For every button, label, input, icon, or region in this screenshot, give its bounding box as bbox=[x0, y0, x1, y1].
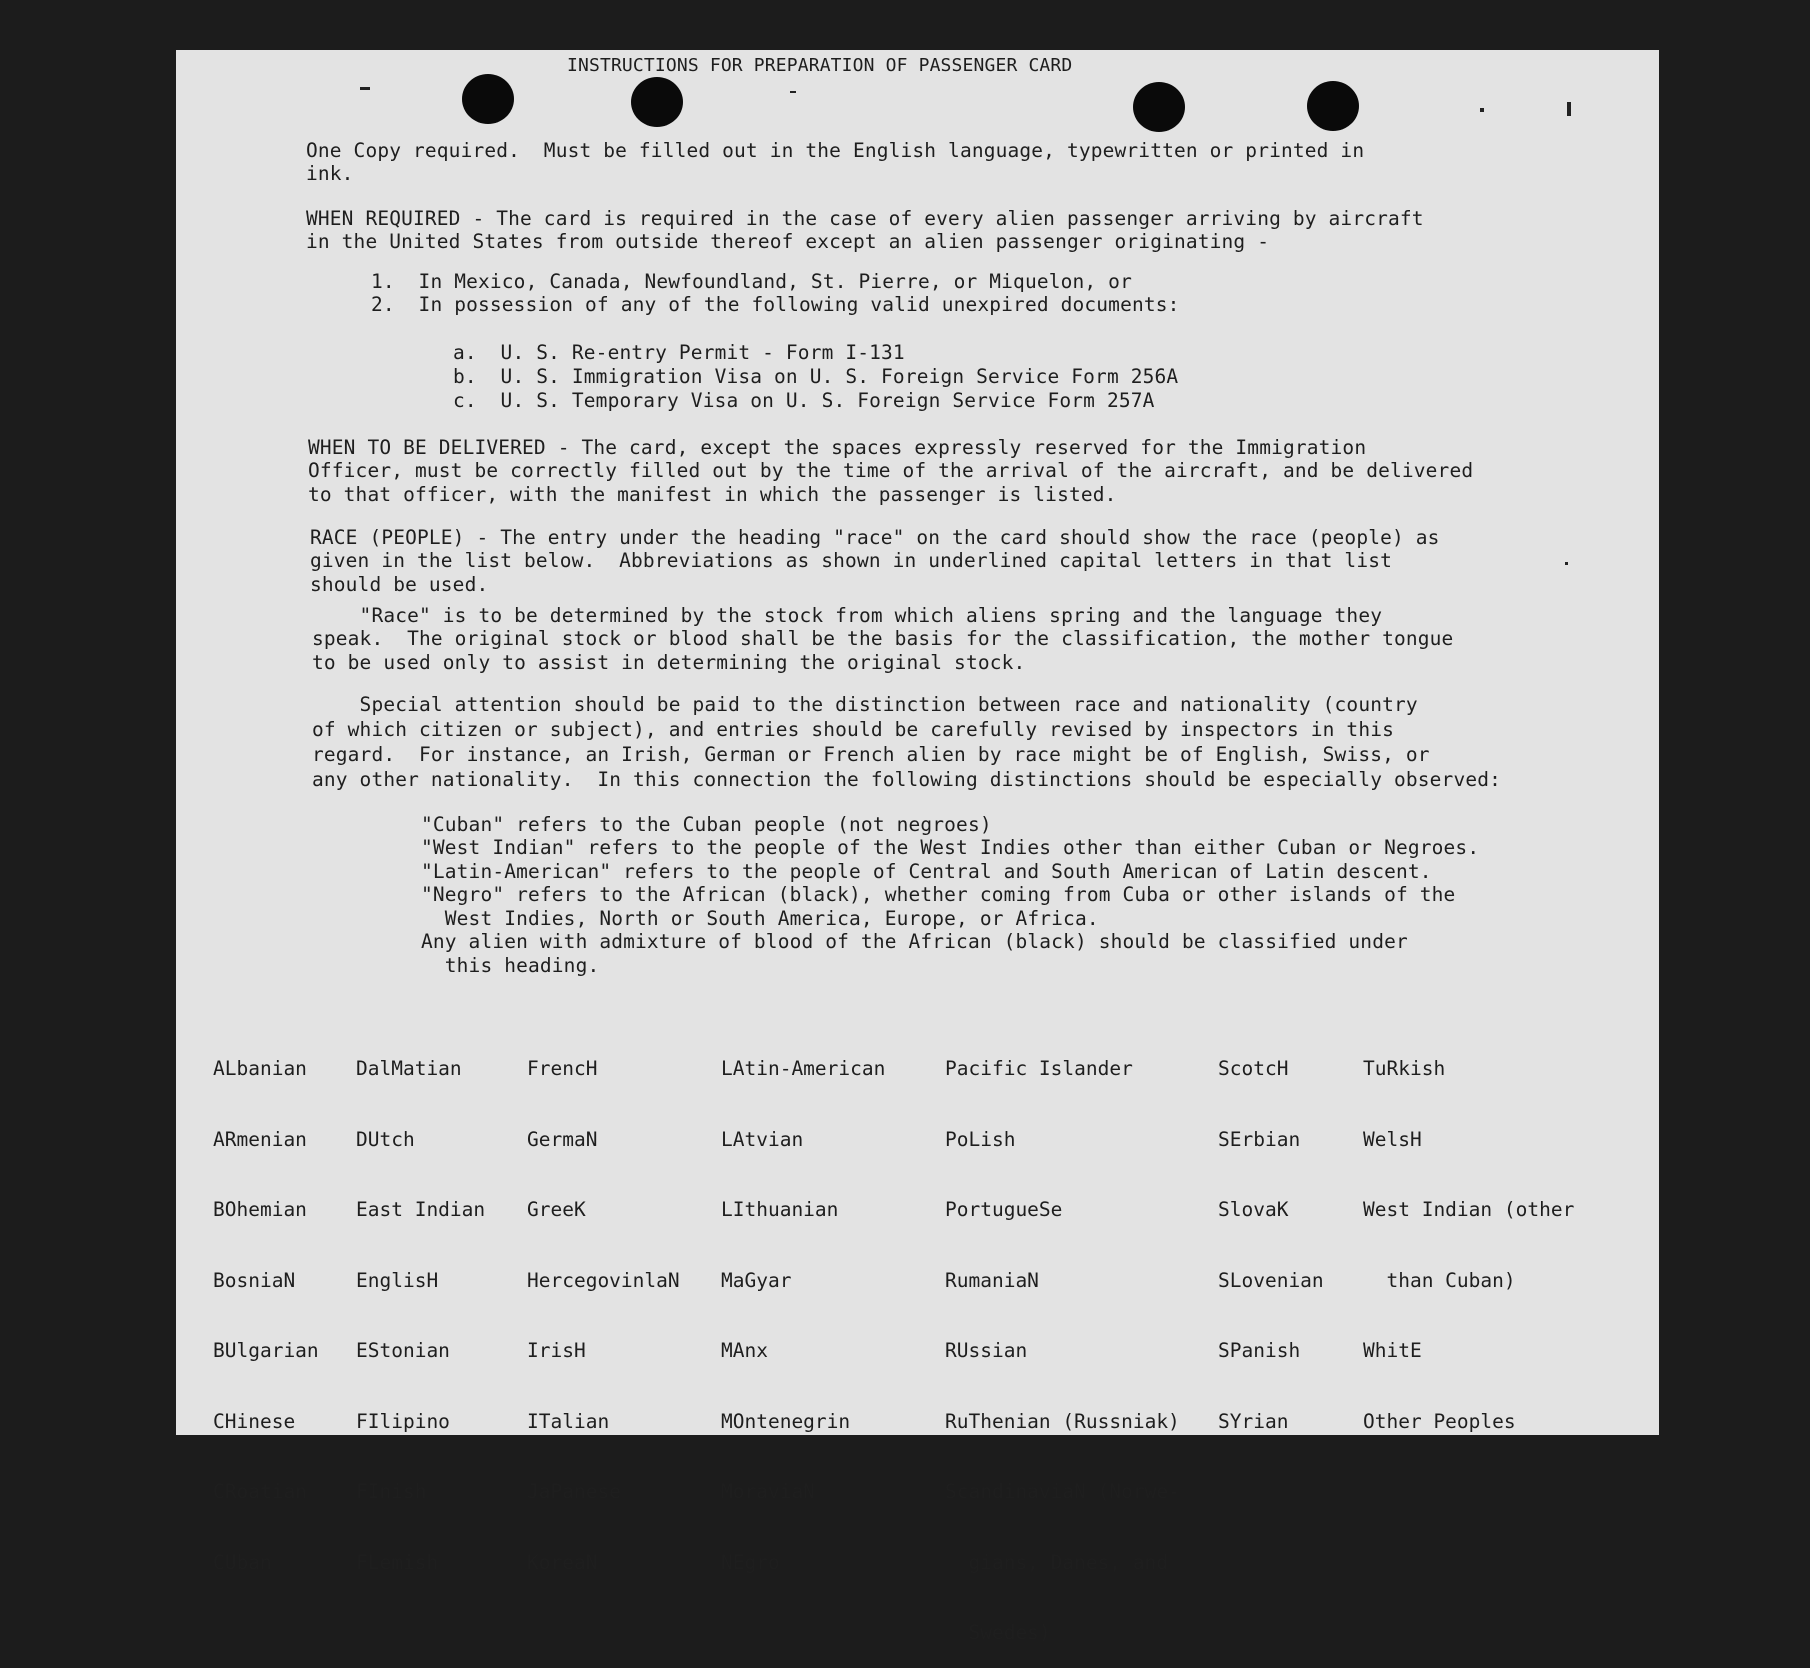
race-entry: JaPanese bbox=[527, 1480, 621, 1503]
race-entry: MOntenegrin bbox=[721, 1409, 851, 1433]
text-line: "West Indian" refers to the people of the West Indies other than either Cuban or Negroes. bbox=[421, 836, 1480, 859]
text-line: this heading. bbox=[421, 953, 600, 977]
race-entry: DalMatian bbox=[356, 1057, 462, 1080]
race-entry: IrisH bbox=[527, 1339, 586, 1362]
text-line: ink. bbox=[306, 162, 354, 185]
text-line: to that officer, with the manifest in which the passenger is listed. bbox=[308, 482, 1117, 506]
race-entry: WelsH bbox=[1363, 1127, 1422, 1151]
speck bbox=[1567, 102, 1571, 116]
special-attention-paragraph bbox=[312, 667, 1501, 792]
race-entry: BOhemian bbox=[213, 1198, 307, 1221]
race-entry: MAnx bbox=[721, 1339, 768, 1362]
race-entry: West Indian (other bbox=[1363, 1198, 1575, 1221]
race-entry: EStonian bbox=[356, 1339, 450, 1362]
race-entry: EnglisH bbox=[356, 1268, 439, 1292]
race-entry: Pacific Islander bbox=[945, 1057, 1133, 1080]
when-required-paragraph bbox=[306, 183, 1424, 254]
race-column-2 bbox=[356, 1010, 485, 1598]
speck bbox=[1480, 108, 1484, 112]
text-line: One Copy required. Must be filled out in the English language, typewritten or printed in bbox=[306, 138, 1365, 162]
race-entry: SLovenian bbox=[1218, 1268, 1324, 1292]
race-entry: FrencH bbox=[527, 1057, 598, 1080]
text-line: WHEN REQUIRED - The card is required in the case of every alien passenger arriving by aircraft bbox=[306, 206, 1424, 230]
text-line: "Negro" refers to the African (black), whether coming from Cuba or other islands of the bbox=[421, 883, 1456, 906]
race-entry: SlovaK bbox=[1218, 1198, 1289, 1221]
race-entry: SYrian bbox=[1218, 1409, 1289, 1433]
race-column-6 bbox=[1218, 1010, 1324, 1457]
text-line: regard. For instance, an Irish, German or French alien by race might be of English, Swiss, or bbox=[312, 743, 1430, 766]
race-entry: ScotcH bbox=[1218, 1057, 1289, 1080]
race-entry: MaGyar bbox=[721, 1268, 792, 1292]
race-entry: SErbian bbox=[1218, 1127, 1301, 1151]
race-entry: LAtvian bbox=[721, 1127, 804, 1151]
text-line: given in the list below. Abbreviations as shown in underlined capital letters in that list bbox=[310, 549, 1392, 572]
text-line: speak. The original stock or blood shall be the basis for the classification, the mother tongue bbox=[312, 627, 1454, 650]
race-entry: GermaN bbox=[527, 1127, 598, 1151]
list-item: 2. In possession of any of the following valid unexpired documents: bbox=[371, 293, 1180, 316]
race-entry: BosniaN bbox=[213, 1268, 296, 1292]
race-entry: SPanish bbox=[1218, 1339, 1301, 1362]
race-entry: gians, Danes, and bbox=[945, 1550, 1169, 1574]
list-item: a. U. S. Re-entry Permit - Form I-131 bbox=[453, 341, 905, 364]
text-line: Officer, must be correctly filled out by the time of the arrival of the aircraft, and be delivered bbox=[308, 459, 1474, 482]
list-item: b. U. S. Immigration Visa on U. S. Foreign Service Form 256A bbox=[453, 365, 1179, 388]
race-entry: PortugueSe bbox=[945, 1198, 1063, 1221]
race-entry: CRoatian bbox=[213, 1480, 307, 1503]
race-entry: PoLish bbox=[945, 1127, 1016, 1151]
race-entry: KoreaN bbox=[527, 1550, 598, 1574]
race-entry: ARmenian bbox=[213, 1127, 307, 1151]
text-line: in the United States from outside thereof except an alien passenger originating - bbox=[306, 230, 1270, 253]
when-delivered-paragraph bbox=[308, 412, 1473, 506]
text-line: should be used. bbox=[310, 572, 489, 596]
race-entry: LIthuanian bbox=[721, 1198, 839, 1221]
text-line: WHEN TO BE DELIVERED - The card, except the spaces expressly reserved for the Immigration bbox=[308, 435, 1367, 459]
text-line: of which citizen or subject), and entries should be carefully revised by inspectors in this bbox=[312, 718, 1394, 741]
race-entry: ScandinaviaN (Norwe- bbox=[945, 1480, 1180, 1503]
list-item: c. U. S. Temporary Visa on U. S. Foreign Service Form 257A bbox=[453, 389, 1155, 412]
race-definition-paragraph bbox=[312, 580, 1453, 674]
race-entry: TuRkish bbox=[1363, 1057, 1446, 1080]
race-entry: RumaniaN bbox=[945, 1268, 1039, 1292]
race-entry: HercegovinlaN bbox=[527, 1268, 680, 1292]
speck bbox=[1565, 562, 1568, 565]
race-column-3 bbox=[527, 1010, 680, 1598]
race-entry: BUlgarian bbox=[213, 1339, 319, 1362]
text-line: Special attention should be paid to the distinction between race and nationality (country bbox=[312, 693, 1418, 716]
race-entry: CHinese bbox=[213, 1409, 296, 1433]
race-entry: RuThenian (Russniak) bbox=[945, 1409, 1180, 1433]
text-line: "Cuban" refers to the Cuban people (not negroes) bbox=[421, 812, 992, 836]
race-column-5 bbox=[945, 1010, 1180, 1668]
race-entry: FInish bbox=[356, 1480, 427, 1503]
race-column-4 bbox=[721, 1010, 885, 1598]
text-line: to be used only to assist in determining the original stock. bbox=[312, 650, 1026, 674]
race-entry: FLemish bbox=[356, 1550, 439, 1574]
race-entry: ITalian bbox=[527, 1409, 610, 1433]
race-entry: RUssian bbox=[945, 1339, 1028, 1362]
speck bbox=[360, 87, 370, 90]
race-entry: than Cuban) bbox=[1363, 1268, 1516, 1292]
document-title: INSTRUCTIONS FOR PREPARATION OF PASSENGER CARD bbox=[567, 55, 1073, 76]
intro-paragraph bbox=[306, 115, 1364, 186]
origin-list bbox=[371, 246, 1180, 317]
text-line: "Race" is to be determined by the stock from which aliens spring and the language they bbox=[312, 603, 1383, 627]
race-column-1 bbox=[213, 1010, 319, 1598]
race-entry: FIlipino bbox=[356, 1409, 450, 1433]
race-entry: GreeK bbox=[527, 1198, 586, 1221]
document-list bbox=[453, 317, 1178, 413]
race-entry: Swedes) bbox=[945, 1621, 1051, 1644]
text-line: any other nationality. In this connection the following distinctions should be especially observed: bbox=[312, 768, 1501, 791]
text-line: "Latin-American" refers to the people of Central and South American of Latin descent. bbox=[421, 859, 1432, 883]
race-entry: MoraviaN bbox=[721, 1480, 815, 1503]
list-item: 1. In Mexico, Canada, Newfoundland, St. Pierre, or Miquelon, or bbox=[371, 269, 1132, 293]
text-line: RACE (PEOPLE) - The entry under the heading "race" on the card should show the race (people) as bbox=[310, 525, 1440, 549]
speck bbox=[790, 91, 796, 93]
race-column-7 bbox=[1363, 1010, 1574, 1457]
race-entry: LAtin-American bbox=[721, 1057, 886, 1080]
race-entry: NEgro bbox=[721, 1550, 780, 1574]
race-entry: DUtch bbox=[356, 1127, 415, 1151]
race-entry: ALbanian bbox=[213, 1057, 307, 1080]
text-line: Any alien with admixture of blood of the African (black) should be classified under bbox=[421, 930, 1408, 953]
race-entry: WhitE bbox=[1363, 1339, 1422, 1362]
text-line: West Indies, North or South America, Europe, or Africa. bbox=[421, 906, 1099, 930]
race-entry: CUban bbox=[213, 1550, 272, 1574]
race-entry: Other Peoples bbox=[1363, 1409, 1516, 1433]
distinctions-list bbox=[421, 789, 1479, 977]
race-entry: East Indian bbox=[356, 1198, 486, 1221]
